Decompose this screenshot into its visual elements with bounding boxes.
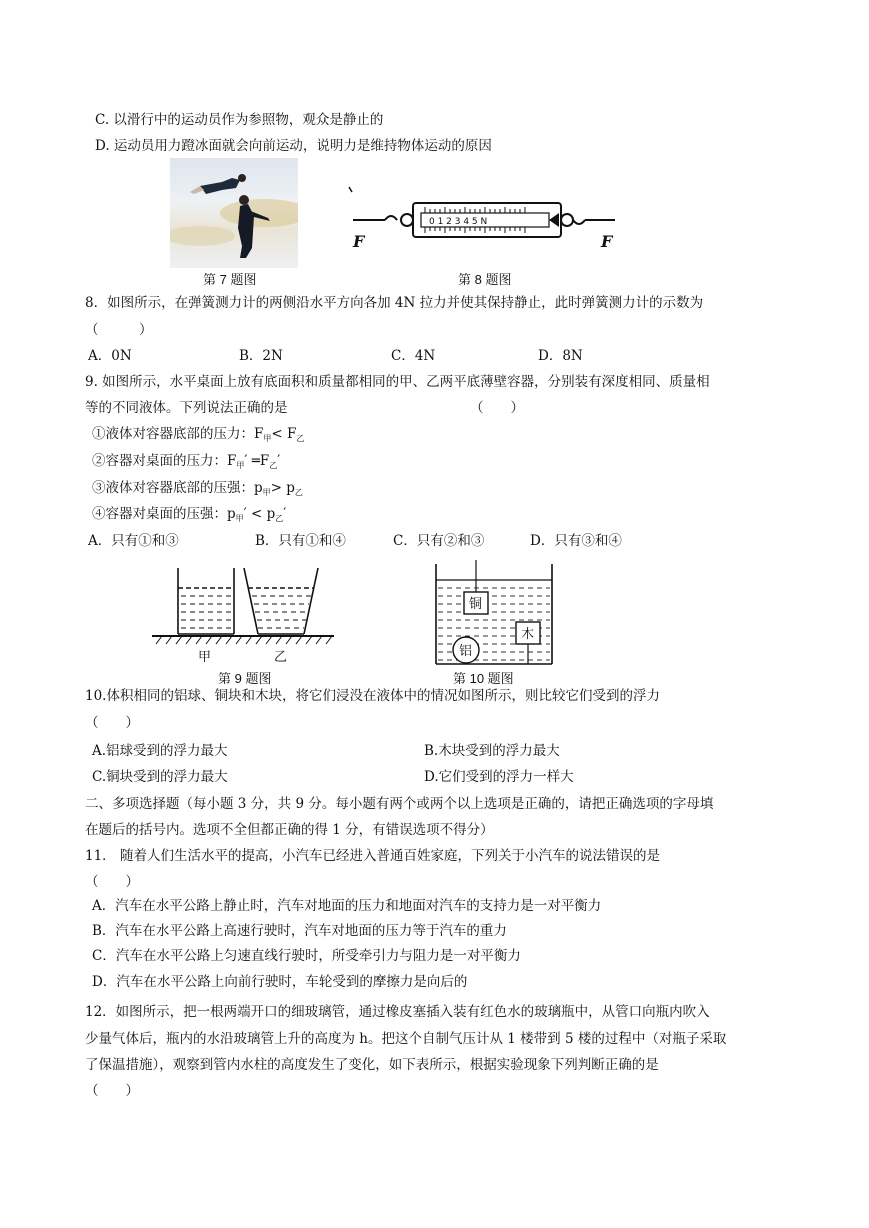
q7-option-d: D. 运动员用力蹬冰面就会向前运动，说明力是维持物体运动的原因 — [95, 138, 492, 154]
q10-option-d: D.它们受到的浮力一样大 — [424, 769, 574, 785]
q8-stem: 8．如图所示，在弹簧测力计的两侧沿水平方向各加 4N 拉力并使其保持静止，此时弹簧测力计的示数为 — [85, 295, 704, 311]
figure-7-caption: 第 7 题图 — [203, 272, 257, 287]
q9-statement-2: ②容器对桌面的压力：$F_甲'$ $═F_乙'$ — [92, 453, 281, 470]
figure-8-caption: 第 8 题图 — [458, 272, 512, 287]
container-label-yi: 乙 — [274, 650, 288, 665]
q9-option-c: C．只有②和③ — [393, 533, 485, 549]
q9-statement-3: ③液体对容器底部的压强：$p_甲> p_乙$ — [92, 480, 303, 497]
q10-answer-bracket: （ ） — [85, 715, 139, 731]
q10-option-a: A.铝球受到的浮力最大 — [92, 743, 228, 759]
q9-stem-line1: 9. 如图所示，水平桌面上放有底面积和质量都相同的甲、乙两平底薄壁容器，分别装有深度相同、质量相 — [85, 374, 710, 390]
figure-9-caption: 第 9 题图 — [218, 671, 272, 686]
q11-answer-bracket: （ ） — [85, 874, 139, 890]
force-label-left: F — [353, 232, 365, 251]
q9-option-d: D．只有③和④ — [530, 533, 622, 549]
q12-stem-line3: 了保温措施），观察到管内水柱的高度发生了变化，如下表所示，根据实验现象下列判断正确的是 — [85, 1057, 659, 1073]
q8-option-c: C．4N — [391, 348, 436, 364]
container-label-jia: 甲 — [198, 650, 212, 665]
q12-stem-line2: 少量气体后，瓶内的水沿玻璃管上升的高度为 h。把这个自制气压计从 1 楼带到 5 楼的过程中（对瓶子采取 — [85, 1031, 727, 1047]
q10-option-c: C.铜块受到的浮力最大 — [92, 769, 228, 785]
q7-option-c: C. 以滑行中的运动员作为参照物，观众是静止的 — [95, 112, 384, 128]
q9-answer-bracket: （ ） — [470, 400, 524, 416]
wood-block-label: 木 — [521, 627, 535, 642]
q11-option-c: C．汽车在水平公路上匀速直线行驶时，所受牵引力与阻力是一对平衡力 — [92, 948, 521, 964]
q11-option-a: A．汽车在水平公路上静止时，汽车对地面的压力和地面对汽车的支持力是一对平衡力 — [92, 898, 602, 914]
q10-option-b: B.木块受到的浮力最大 — [424, 743, 560, 759]
figure-9-containers-diagram — [148, 562, 338, 672]
q8-option-d: D．8N — [538, 348, 583, 364]
q9-option-b: B．只有①和④ — [255, 533, 346, 549]
q9-option-a: A．只有①和③ — [88, 533, 179, 549]
force-label-right: F — [601, 232, 613, 251]
q9-statement-1: ①液体对容器底部的压力：$F_甲< F_乙$ — [92, 426, 305, 443]
q11-option-d: D．汽车在水平公路上向前行驶时，车轮受到的摩擦力是向后的 — [92, 974, 468, 990]
q12-stem-line1: 12．如图所示，把一根两端开口的细玻璃管，通过橡皮塞插入装有红色水的玻璃瓶中，从管口向瓶内吹入 — [85, 1004, 710, 1020]
aluminum-ball-label: 铝 — [459, 644, 473, 659]
q8-option-b: B．2N — [239, 348, 283, 364]
q10-stem: 10.体积相同的铝球、铜块和木块，将它们浸没在液体中的情况如图所示，则比较它们受到的浮力 — [85, 688, 660, 704]
q9-stem-line2: 等的不同液体。下列说法正确的是 — [85, 400, 288, 416]
figure-10-beaker-diagram — [430, 560, 560, 670]
q12-answer-bracket: （ ） — [85, 1083, 139, 1099]
figure-8-spring-scale-diagram — [345, 185, 635, 255]
figure-7-skating-photo — [170, 158, 298, 268]
section-2-instructions: 在题后的括号内。选项不全但都正确的得 1 分，有错误选项不得分） — [85, 822, 494, 838]
figure-10-caption: 第 10 题图 — [453, 671, 514, 686]
q8-option-a: A．0N — [88, 348, 132, 364]
q8-answer-bracket: （ ） — [85, 322, 153, 338]
q11-stem: 11． 随着人们生活水平的提高，小汽车已经进入普通百姓家庭，下列关于小汽车的说法错误的是 — [85, 848, 660, 864]
q11-option-b: B．汽车在水平公路上高速行驶时，汽车对地面的压力等于汽车的重力 — [92, 923, 507, 939]
copper-block-label: 铜 — [469, 597, 483, 612]
q9-statement-4: ④容器对桌面的压强：$p_甲' < p_乙'$ — [92, 506, 287, 523]
section-2-heading: 二、多项选择题（每小题 3 分，共 9 分。每小题有两个或两个以上选项是正确的，请把正确选项的字母填 — [85, 796, 714, 812]
spring-scale-top-numbers: 0 1 2 3 4 5 N — [429, 217, 488, 227]
